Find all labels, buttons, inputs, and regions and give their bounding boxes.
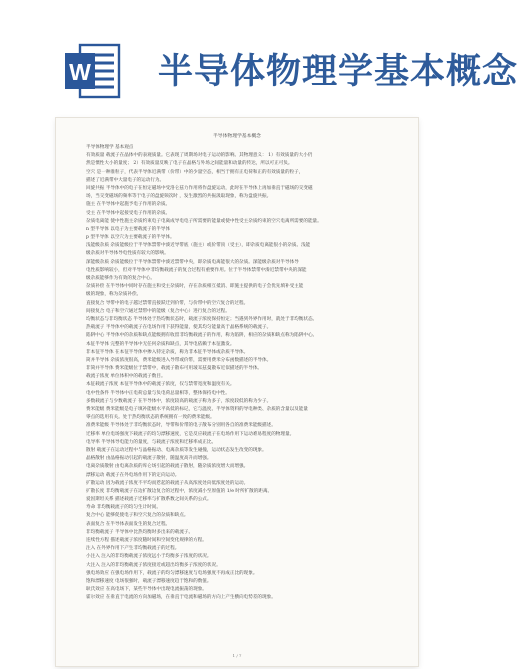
document-line: 耿氏效应 在高电场下，某些半导体中出现电流振荡的现象。 <box>86 587 207 593</box>
document-line: 电性质影响较小，但对半导体中非均衡载流子的复合过程有重要作用。位于半导体禁带中湊近禁带中央的深能 <box>86 267 307 273</box>
document-line: 迁移率 单位电场强度下载流子的均匀漂移速度，它是反应载流子在电场作用下运动难易程度的物理量。 <box>86 431 295 437</box>
banner <box>0 0 518 112</box>
document-line: 零点的选用有关。处于热均衡状态的系统拥有一致的费米能级。 <box>86 415 215 421</box>
document-line: 场，当交变磁场的频率等于电子的盘旋频次时 ，发生激烈的共振汲取现象，称为盘旋共振。 <box>86 194 272 200</box>
document-line: 杂质电离能 使中性施主杂质约束电子电离成导电电子所需要的能量或使中性受主杂质约束的空穴电离所需要的能量。 <box>86 218 322 224</box>
document-line: 杂质补偿 在半导体中同时存在施主和受主杂质时，存在杂质相互抵消、即施主提供的电子会优先填补受主能 <box>86 284 304 290</box>
word-logo-letter: W <box>69 59 91 85</box>
document-line: 回旋共振 半导体中的电子在恒定磁场中受洛仑兹力作用将作盘旋运动，此时在半导体上再加垂直于磁场的交变磁 <box>86 185 313 191</box>
document-line: 扩散运动 因为载流子浓度不平均而惹起的载流子从高浓度处向低浓度处的运动。 <box>86 480 249 486</box>
document-line: p 型半导体 以空穴为主要载流子的半导体。 <box>86 235 175 241</box>
document-page <box>56 118 418 666</box>
document-line: 间接复合 电子和空穴通过禁带中的能级（复合中心）进行复合的过程。 <box>86 308 230 314</box>
document-line: 寿命 非均衡载流子的均匀生计时间。 <box>86 505 161 511</box>
document-line: 受主 在半导体中起接受电子作用的杂质。 <box>86 210 171 216</box>
document-line: 空穴 是一种准粒子，代表半导体近满带（价带）中的少量空态，相当于拥有正电荷和正的有效质量的粒子， <box>86 169 304 175</box>
document-line: 表面复合 在半导体表面发生的复合过程。 <box>86 521 171 527</box>
document-line: 本征载流子浓度 本征半导体中的载流子浓度，仅与禁带宽度和温度有关。 <box>86 382 235 388</box>
document-line: 级杂质对半导体导电性质有较大的影响。 <box>86 251 169 257</box>
document-line: 然是惯性大小的量度； 2）有效质量反映了电子在晶格与外场之间能量和动量的传达，所以可正可负。 <box>86 161 293 167</box>
document-line: 载流子浓度 单位体积中的载流子数目。 <box>86 374 166 380</box>
document-line: 费米能级 费米能级是电子填补能级水平高低的标记，它与温度、半导体资料的导电种类、杂质的含量以及能量 <box>86 407 308 412</box>
document-line: 饱和漂移速度 电场很强时，载流子漂移速度趋于饱和的数值。 <box>86 578 212 584</box>
document-line: 小注入 注入的非均衡载流子浓度远小于均衡多子浓度的状况。 <box>86 554 212 560</box>
document-line: 非简并半导体 费米能级位于禁带中，载流子散布可用玻耳兹曼散布近似描述的半导体。 <box>86 366 263 372</box>
document-line: 直接复合 导带中的电子越过禁带直接跃迁到价带，与价带中的空穴复合的过程。 <box>86 300 249 306</box>
document-line: n 型半导体 以电子为主要载流子的半导体 <box>86 226 170 232</box>
document-line: 热载流子 半导体中的载流子在电场作用下获得能量，使其均匀能量高于晶格系统的载流子。 <box>86 325 272 331</box>
document-line: 扩散长度 非均衡载流子在边扩散边复合的过程中，浓度减小至原值的 1/e 时所扩散的距离。 <box>86 488 273 494</box>
document-line: 深能级杂质 杂质能级位于半导体禁带中湊近禁带中央，即杂质电离能很大的杂质。深能级杂质对半导体导 <box>86 259 299 265</box>
document-line: 注入 在外界作用下产生非均衡载流子的过程。 <box>86 546 180 552</box>
document-line: 漂移运动 载流子在外电场作用下的定向运动。 <box>86 472 180 478</box>
document-line: 浅能级杂质 杂质能级位于半导体禁带中湊近导带底（施主）或价带顶（受主），即杂质电离能很小的杂质。浅能 <box>86 243 311 249</box>
document-line: 简并半导体 杂质浓度很高，费米能级进入导带或价带，需要用费米分布函数描述的半导体。 <box>86 357 272 363</box>
document-line: 有效质量 载流子在晶体中的表观质量。它表现了周期场对电子运动的影响。其物理意义： 1）有效质量的大小仍 <box>86 153 313 159</box>
document-line: 强电场效应 在强电场作用下，载流子的均匀漂移速度与电场强度不再成正比的现象。 <box>86 570 258 576</box>
word-document-icon <box>64 42 122 100</box>
document-line: 级杂质能够作为有效的复合中心。 <box>86 276 155 281</box>
document-line: 多数载流子与少数载流子 在半导体中，浓度较高的载流子称为多子，浓度较低的称为少子。 <box>86 398 272 404</box>
document-line: 电中性条件 半导体中正电荷总量与负电荷总量相等，整体保持电中性。 <box>86 390 230 396</box>
document-body <box>86 144 392 603</box>
document-header: 半导体物理学基本概念 <box>213 134 261 139</box>
document-line: 非均衡载流子 半导体中比热均衡时多出来的载流子。 <box>86 529 194 535</box>
document-line: 霍尔效应 在垂直于电流的方向加磁场，在垂直于电流和磁场的方向上产生横向电势差的现象。 <box>86 595 276 601</box>
document-line: 电离杂质散射 由电离杂质的库仑场引起的载流子散射，随杂质浓度增大而增强。 <box>86 464 249 470</box>
document-line: 晶格散射 由晶格振动引起的载流子散射，随温度高升而增强。 <box>86 456 212 462</box>
document-line: 非本征半导体 在本征半导体中掺入特定杂质，称为非本征半导体或杂质半导体。 <box>86 349 249 355</box>
document-line: 复合中心 能够促使电子和空穴复合的杂质和缺点。 <box>86 513 189 519</box>
document-line: 半导体物理学 基本观点 <box>86 145 134 150</box>
document-line: 准费米能级 半导体处于非均衡状态时，导带和价带的电子散布分别用各自的准费米能级描述。 <box>86 423 276 429</box>
document-line: 本征半导体 完整的半导体中无任何杂质和缺点，其导电依赖于本征激发。 <box>86 341 235 347</box>
document-line: 陷阱中心 半导体中的杂质和缺点能级拥有收留非均衡载流子的作用，称为陷阱，相应的杂质和缺点称为陷阱中心。 <box>86 333 318 339</box>
document-line: 爱因斯坦关系 描述载流子迁移率与扩散系数之间关系的公式。 <box>86 497 212 503</box>
document-line: 均衡状态与非均衡状态 半导体处于热均衡状态时，载流子浓度保持恒定；当遇到外界作用时，就处于非均衡状态。 <box>86 316 318 322</box>
document-line: 散射 载流子在运动过程中与晶格振动、电离杂质等发生碰撞，运动状态发生改变的现象。 <box>86 447 267 453</box>
banner-title: 半导体物理学基本概念 <box>158 52 518 92</box>
document-line: 大注入 注入的非均衡载流子浓度接近或超出均衡多子浓度的状况。 <box>86 562 221 568</box>
document-line: 施主 在半导体中起施予电子作用的杂质。 <box>86 202 171 208</box>
document-line: 连续性方程 描述载流子浓度随时间和空间变化规律的方程。 <box>86 538 207 543</box>
page-number: 1 / 7 <box>232 653 242 658</box>
document-line: 描述了近满带中大量电子的运动行为。 <box>86 177 165 183</box>
document-line: 级的现象，称为杂质补偿。 <box>86 292 142 298</box>
document-line: 电导率 半导体导电能力的量度，与载流子浓度和迁移率成正比。 <box>86 439 217 445</box>
